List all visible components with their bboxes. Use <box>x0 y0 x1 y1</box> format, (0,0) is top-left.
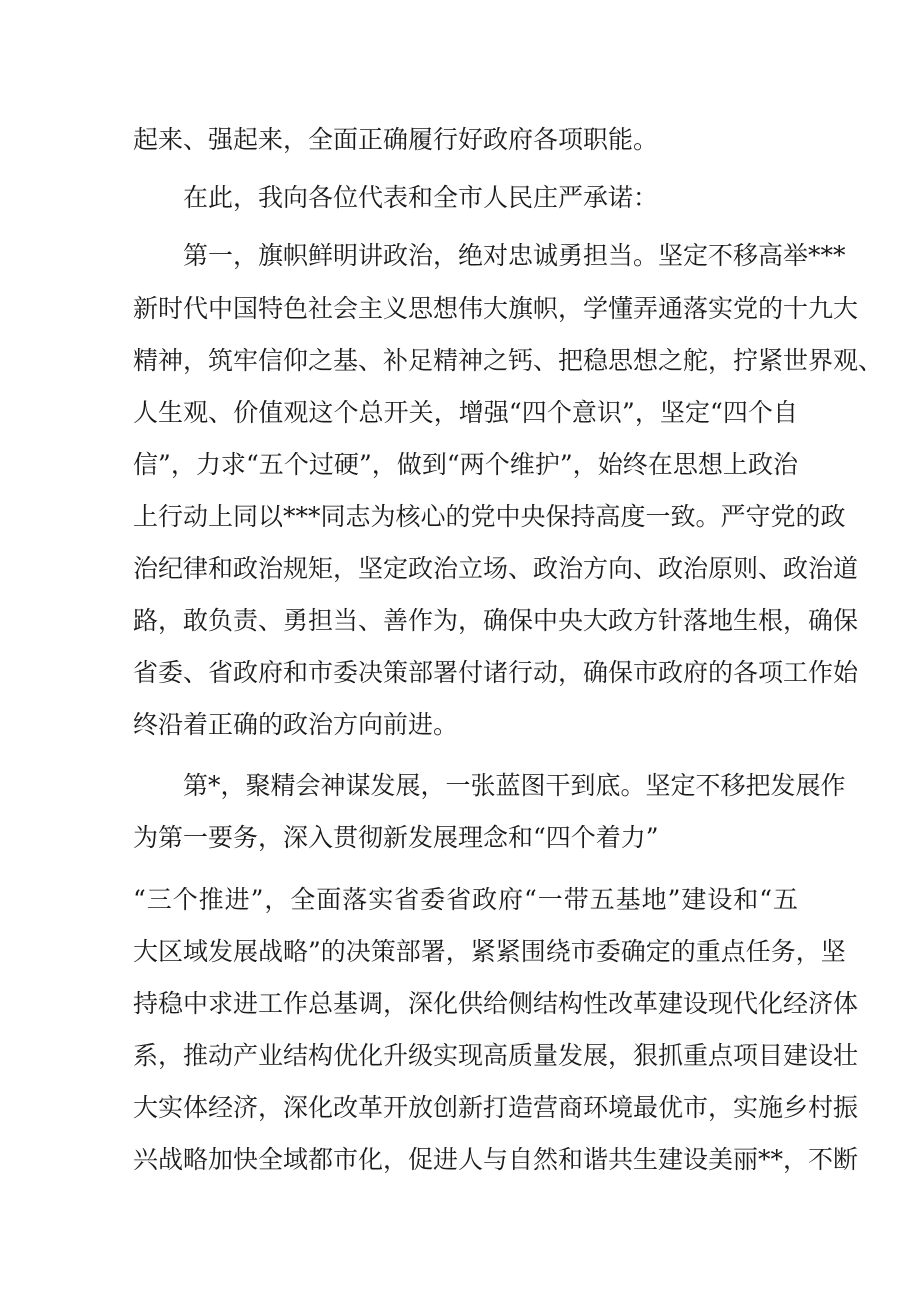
text-line-9: 治纪律和政治规矩，坚定政治立场、政治方向、政治原则、政治道 <box>133 554 859 583</box>
text-line-16: 大区域发展战略”的决策部署，紧紧围绕市委确定的重点任务，坚 <box>133 937 846 966</box>
text-line-4: 新时代中国特色社会主义思想伟大旗帜，学懂弄通落实党的十九大 <box>133 294 859 323</box>
text-line-18: 系，推动产业结构优化升级实现高质量发展，狠抓重点项目建设壮 <box>133 1041 859 1070</box>
text-line-15: “三个推进”，全面落实省委省政府“一带五基地”建设和“五 <box>133 885 798 914</box>
text-line-7: 信”，力求“五个过硬”，做到“两个维护”，始终在思想上政治 <box>133 450 798 479</box>
text-line-10: 路，敢负责、勇担当、善作为，确保中央大政方针落地生根，确保 <box>133 606 859 635</box>
text-line-20: 兴战略加快全域都市化，促进人与自然和谐共生建设美丽**，不断 <box>133 1145 859 1174</box>
text-line-3: 第一，旗帜鲜明讲政治，绝对忠诚勇担当。坚定不移高举*** <box>183 241 846 270</box>
text-line-2: 在此，我向各位代表和全市人民庄严承诺： <box>183 183 659 212</box>
text-line-13: 第*，聚精会神谋发展，一张蓝图干到底。坚定不移把发展作 <box>183 771 846 800</box>
text-line-6: 人生观、价值观这个总开关，增强“四个意识”，坚定“四个自 <box>133 398 798 427</box>
text-line-19: 大实体经济，深化改革开放创新打造营商环境最优市，实施乡村振 <box>133 1093 859 1122</box>
text-line-5: 精神，筑牢信仰之基、补足精神之钙、把稳思想之舵，拧紧世界观、 <box>133 346 884 375</box>
text-line-14: 为第一要务，深入贯彻新发展理念和“四个着力” <box>133 823 659 852</box>
text-line-1: 起来、强起来，全面正确履行好政府各项职能。 <box>133 125 659 154</box>
text-line-17: 持稳中求进工作总基调，深化供给侧结构性改革建设现代化经济体 <box>133 989 859 1018</box>
text-line-12: 终沿着正确的政治方向前进。 <box>133 710 459 739</box>
text-line-8: 上行动上同以***同志为核心的党中央保持高度一致。严守党的政 <box>133 502 846 531</box>
text-line-11: 省委、省政府和市委决策部署付诸行动，确保市政府的各项工作始 <box>133 658 859 687</box>
